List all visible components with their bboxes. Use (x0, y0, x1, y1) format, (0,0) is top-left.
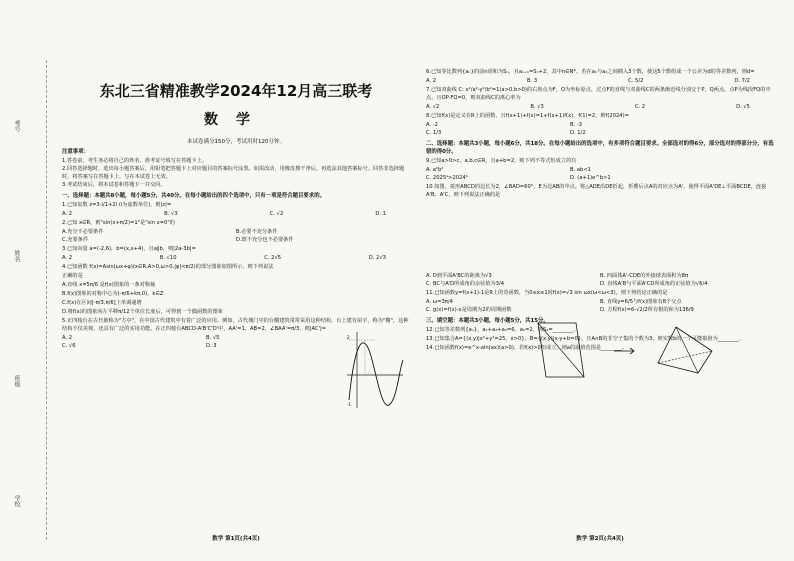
note-2: 2.回答选择题时，选出每小题答案后，用铅笔把答题卡上对应题目的答案标号涂黑。如需改动，用橡皮擦干净后，再选涂其他答案标号。回答非选择题时，将答案写在答题卡上，写在本试卷上无效。 (62, 166, 405, 180)
q1-options (62, 210, 410, 218)
q9-option-d: D. (a+1)e^b>1 (570, 175, 611, 181)
question-1: 1.已知复数 z=3-i/1+2i (i为虚数单位)，则|z|= (62, 202, 172, 208)
q5-option-d: D. 3 (206, 343, 217, 349)
q1-option-c: C. √2 (269, 211, 284, 217)
q10-options (426, 272, 774, 288)
graph-label-top: 2 (347, 335, 350, 340)
q9-options (426, 166, 774, 182)
question-3: 3.已知向量 a=(-2,6)，b=(x,x+4)，且a∥b，则|2a-3b|= (62, 246, 196, 252)
side-label-3: 班级 (13, 375, 20, 387)
side-label-2: 姓名 (13, 250, 20, 262)
q9-option-a: A. a²b² (426, 167, 444, 173)
q6-options (426, 77, 774, 85)
q3-option-c: C. 2√5 (264, 255, 282, 261)
note-3: 3.考试结束后，将本试卷和答题卡一并交回。 (62, 182, 166, 188)
question-8: 8.已知f(x)是定义在R上的函数，且f(x+1)+f(x)=1+f(x+1)f(x)，f(1)=2，则f(2024)= (426, 113, 629, 119)
q3-option-a: A. 2 (62, 255, 73, 261)
q11-option-a: A. ω=3π/4 (426, 299, 453, 305)
q10-edge-2 (658, 351, 712, 363)
q11-option-d: D. 方程f(x)=6-√2/2所有根的和为136/9 (600, 307, 694, 313)
q10-option-c: C. BC与A'D所成角的余弦值为3/4 (426, 281, 505, 287)
q10-option-d: D. 直线A'B与平面A'CD所成角的正弦值为√6/4 (600, 281, 708, 287)
q7-option-a: A. √2 (426, 104, 440, 110)
question-13: 13.已知集合A={(x,y)|x²+y²=25，x>0}，B={(x,y)|x-y+b=0}，且A∩B的非空子集的个数为3，则实数b的一个可能取值为________。 (426, 336, 744, 342)
q11-options (426, 298, 774, 314)
q1-option-b: B. √3 (164, 211, 178, 217)
q4-text-cont: 正确的是 (62, 273, 83, 279)
section-3-heading: 三、填空题：本题共3小题，每小题5分，共15分。 (426, 318, 549, 324)
q6-option-c: C. 5/2 (628, 78, 644, 84)
question-2: 2.已知 x∈R，则"sin(x+π/2)=1"是"sin x=0"的 (62, 220, 175, 226)
section-2-heading: 二、选择题：本题共3小题，每小题6分，共18分。在每小题给出的选项中，有多项符合题目要求。全部选对的得6分，部分选对的得部分分，有选错的得0分。 (426, 141, 774, 155)
q3-option-b: B. √10 (159, 255, 177, 261)
q10-pyramid (658, 327, 712, 373)
section-1-heading: 一、选择题：本题共8小题，每小题5分，共40分。在每小题给出的四个选项中，只有一项是符合题目要求的。 (62, 193, 325, 199)
q4-option-c: C.f(x)在区间[-π/3,π/6]上单调递增 (62, 300, 142, 306)
q7-options (426, 103, 774, 111)
q8-option-a: A. -2 (426, 122, 438, 128)
page-2-footer: 数学 第2页(共4页) (576, 536, 624, 542)
page-1 (62, 40, 410, 560)
page-2 (426, 40, 774, 560)
q9-option-c: C. 2025ᵃ>2024ᵇ (426, 175, 468, 181)
question-5: 5.正四棱台在古代被称为"方亭"，在中国古代建筑中有着广泛的应用。例如，古代城门中的台榭建筑常常采用这种结构，台上建有屋宇，称为"榭"，这种结构不仅美观，还具有广泛的实用功能。在正四棱台ABCD-A'B'C'D'中，AA'=1，AB=2，∠BAA'=π/3，则|AC'|= (62, 318, 409, 332)
q7-option-d: D. √5 (736, 104, 750, 110)
q2-option-b: B.必要不充分条件 (236, 229, 278, 235)
q6-option-a: A. 2 (426, 78, 437, 84)
notes-heading: 注意事项： (62, 149, 89, 155)
side-label-4: 学校 (13, 495, 20, 507)
q4-option-b: B.f(x)图象的对称中心为(-π/6+kπ,0)，k∈Z (62, 291, 164, 297)
q10-option-a: A. D到平面A'BC的距离为√3 (426, 273, 492, 279)
exam-title: 东北三省精准教学2024年12月高三联考 (99, 82, 373, 100)
q3-options (62, 254, 410, 262)
q8-option-b: B. -3 (570, 122, 583, 128)
q8-option-c: C. 1/3 (426, 130, 442, 136)
q10-figure-space (426, 200, 774, 272)
question-4: 4.已知函数 f(x)=Asin(ωx+φ)(x∈R,A>0,ω>0,|φ|<π/2)的部分图象如图所示，则下列说法 (62, 264, 274, 270)
q5-option-a: A. 2 (62, 335, 73, 341)
q8-options (426, 121, 774, 137)
question-12: 12.已知等差数列{aₙ}，a₁+a₂+a₃=6，a₅=2，则S₂=________。 (426, 327, 579, 333)
q4-option-d: D.将f(x)的图象向左平移π/12个单位长度后，可得到一个偶函数的图象 (62, 309, 223, 315)
exam-subject: 数学 (204, 112, 268, 128)
question-6: 6.已知等比数列{aₙ}的前n项和为Sₙ，且aₙ₊₁=Sₙ+2，其中n∈N*。若在a₁与a₂之间插入3个数，使这5个数组成一个公差为d的等差数列，则d= (426, 69, 755, 75)
q5-option-b: B. √5 (206, 335, 220, 341)
q5-option-c: C. √6 (62, 343, 76, 349)
arrow-icon (614, 348, 634, 354)
q6-option-d: D. 7/2 (734, 78, 750, 84)
q11-option-b: B. 直线y=6/5与f(x)图象有8个交点 (600, 299, 682, 305)
q10-figure (526, 315, 766, 385)
note-1: 1.答卷前，考生务必将自己的姓名、准考证号填写在答题卡上。 (62, 158, 208, 164)
q10-option-b: B. 四面体A'-CDE的外接球表面积为8π (600, 273, 689, 279)
graph-label-bottom: -1 (347, 402, 351, 407)
q2-option-a: A.充分不必要条件 (62, 229, 104, 235)
q2-option-d: D.既不充分也不必要条件 (236, 237, 294, 243)
q4-option-a: A.直线 x=5π/6 是f(x)图象的一条对称轴 (62, 282, 156, 288)
question-11: 11.已知函数y=f(x+1)-1是R上的奇函数，当0≤x≤1时f(x)=√3 sin ωx(ω<ω<3)，则下列结论正确的是 (426, 290, 668, 296)
question-10: 10.如图，菱形ABCD的边长为2，∠BAD=60°，E为边AB的中点。将△ADE沿DE折起，折叠后点A的对应点为A'，使得平面A'DE⊥平面BCDE，连接A'B，A'C，则下列说法正确的是 (426, 184, 767, 198)
sine-graph-figure (345, 330, 405, 410)
q6-option-b: B. 3 (527, 78, 538, 84)
side-label-1: 考号 (13, 120, 20, 132)
page-1-footer: 数学 第1页(共4页) (212, 536, 260, 542)
question-14: 14.已知函数f(x)=e^x-aln(ax)(a>0)，若f(x)>0恒成立，则a的取值范围是________。 (426, 345, 627, 351)
q2-options (62, 228, 410, 244)
exam-info: 本试卷满分150分，考试用时120分钟。 (187, 139, 285, 145)
q11-option-c: C. g(x)=f(x)-x是周期为2的周期函数 (426, 307, 512, 313)
q1-option-a: A. 2 (62, 211, 73, 217)
q8-option-d: D. 1/2 (570, 130, 586, 136)
q1-option-d: D. 1 (375, 211, 386, 217)
q2-option-c: C.充要条件 (62, 237, 89, 243)
q7-option-b: B. √3 (530, 104, 544, 110)
binding-line (46, 60, 47, 540)
question-9: 9.已知a>0>c，a,b,c∈R，且a+b=2，则下列不等式恒成立的有 (426, 158, 577, 164)
q7-option-c: C. 2 (634, 104, 646, 110)
question-7: 7.已知双曲线 C: x²/a²-y²/b²=1(a>0,b>0)的右焦点为F，O为坐标原点，过点F的直线与双曲线C的两条渐近线分别交于P，Q两点，点P为线段FQ的中点，且OP·FQ=0，则双曲线C的离心率为 (426, 87, 771, 101)
q3-option-d: D. 2√3 (368, 255, 386, 261)
q9-option-b: B. ab<1 (570, 167, 591, 173)
